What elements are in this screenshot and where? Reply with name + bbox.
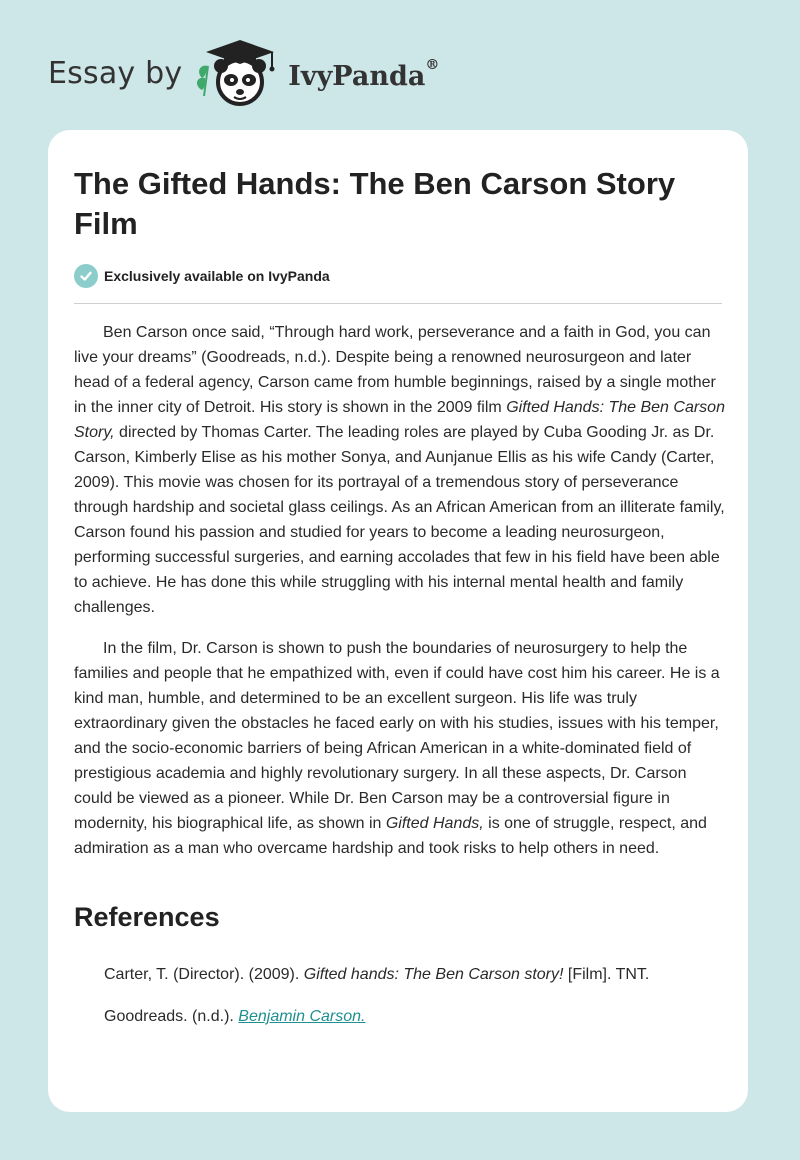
divider [74, 303, 722, 304]
exclusive-badge [74, 264, 330, 288]
reference-title: Gifted hands: The Ben Carson story! [303, 966, 564, 983]
paragraph [74, 320, 726, 620]
panda-logo-icon[interactable] [194, 38, 286, 108]
paragraph-text: directed by Thomas Carter. The leading roles are played by Cuba Gooding Jr. as Dr. Carson, Kimberly Elise as his mother Sonya, and Aunjanue Ellis as his wife Candy (Carter, 2009). This movie was chosen for its portrayal of a tremendous story of perseverance through hardship and societal glass ceilings. As an African American from an illiterate family, Carson found his passion and studied for years to become a leading neurosurgeon, performing successful surgeries, and earning accolades that few in his field have been able to achieve. He has done this while struggling with his internal mental health and family challenges. [74, 424, 725, 616]
reference-text: Goodreads. (n.d.). [104, 1008, 239, 1025]
essay-card [48, 130, 748, 1112]
reference-text: [Film]. TNT. [563, 966, 650, 983]
paragraph-text: In the film, Dr. Carson is shown to push the boundaries of neurosurgery to help the families and people that he empathized with, even if could have cost him his career. He is a kind man, humble, and determined to be an excellent surgeon. His life was truly extraordinary given the obstacles he faced early on with his studies, issues with his temper, and the socio-economic barriers of being African American in a white-dominated field of prestigious academia and highly revolutionary surgery. In all these aspects, Dr. Carson could be viewed as a pioneer. While Dr. Ben Carson may be a controversial figure in modernity, his biographical life, as shown in [74, 640, 720, 832]
reference-link[interactable]: Benjamin Carson. [238, 1008, 366, 1025]
registered-mark: ® [425, 56, 440, 73]
paragraph [74, 636, 726, 861]
film-title: Gifted Hands, [385, 815, 484, 832]
essay-by-label: Essay by [48, 55, 183, 91]
references-heading: References [74, 902, 220, 932]
brand-name[interactable] [288, 56, 440, 92]
film-title: Gifted Hands: The Ben Carson Story, [74, 399, 725, 441]
paragraph-text: Ben Carson once said, “Through hard work, perseverance and a faith in God, you can live your dreams” (Goodreads, n.d.). Despite being a renowned neurosurgeon and later head of a federal agency, Carson came from humble beginnings, raised by a single mother in the inner city of Detroit. His story is shown in the 2009 film [74, 324, 716, 416]
page-title: The Gifted Hands: The Ben Carson Story Film [74, 166, 676, 241]
badge-label: Exclusively available on IvyPanda [104, 268, 330, 284]
reference-text: Carter, T. (Director). (2009). [104, 966, 304, 983]
essay-body [74, 320, 726, 877]
checkmark-icon [74, 264, 98, 288]
reference-item [104, 962, 649, 987]
reference-item [104, 1004, 365, 1029]
paragraph-text: is one of struggle, respect, and admiration as a man who overcame hardship and took risks to help others in need. [74, 815, 707, 857]
brand-text: IvyPanda [288, 60, 426, 92]
site-header [48, 38, 439, 108]
